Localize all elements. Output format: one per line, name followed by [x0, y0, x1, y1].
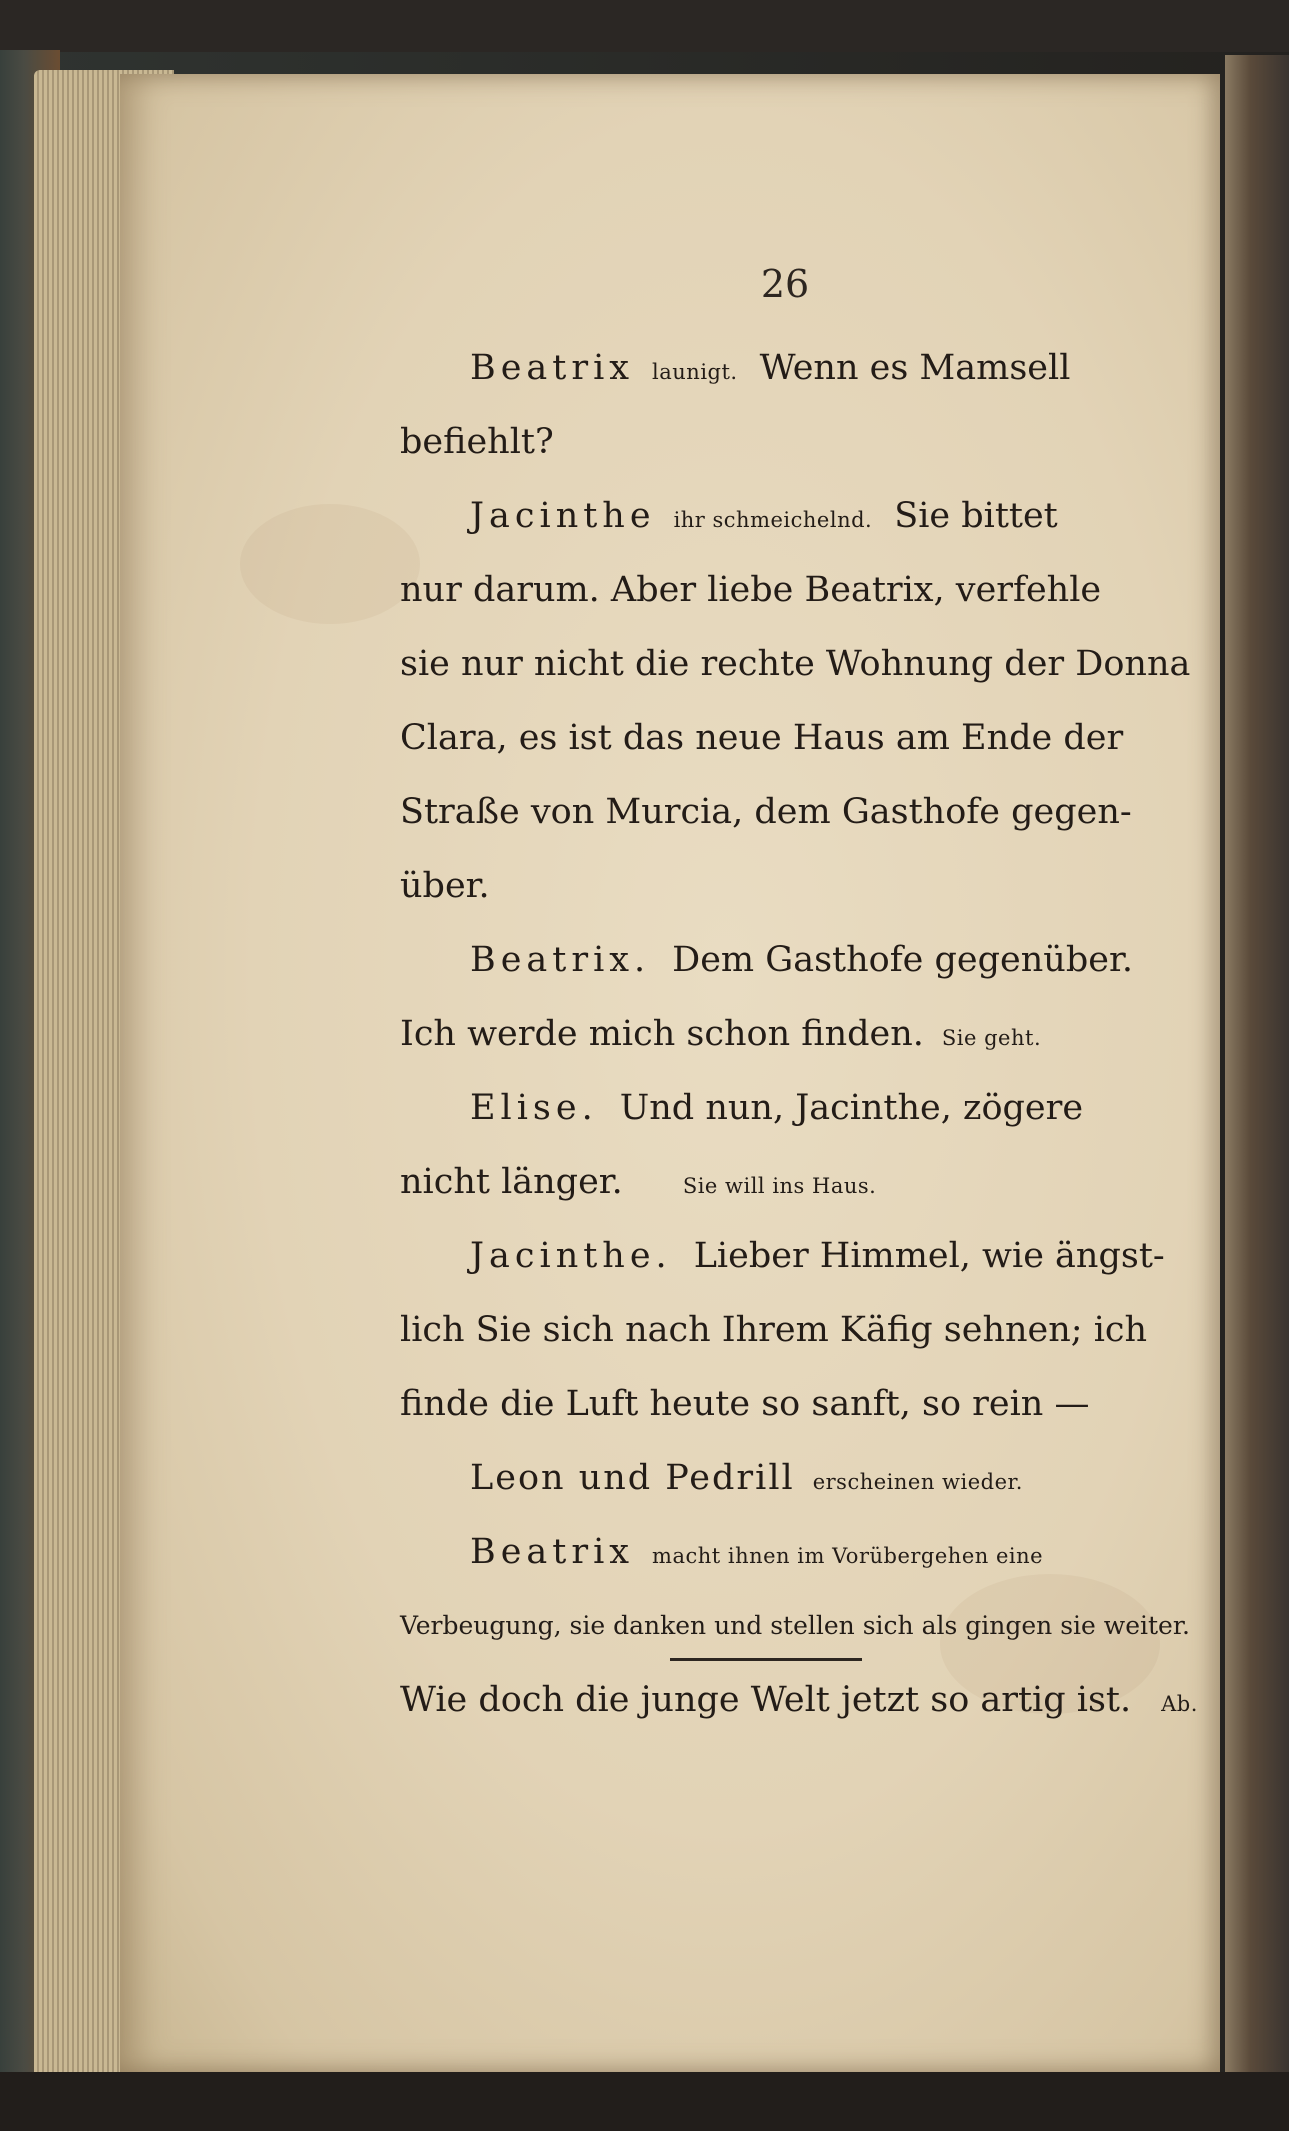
page-number: 26 — [760, 262, 810, 306]
text-line-8 — [400, 863, 1160, 909]
text-line-10 — [400, 1011, 1160, 1061]
text-line-16 — [400, 1455, 1230, 1505]
stage-direction: launigt. — [652, 360, 738, 384]
dialogue-text: Und nun, Jacinthe, zögere — [619, 1088, 1084, 1128]
section-divider — [670, 1658, 862, 1661]
text-line-7 — [400, 789, 1160, 835]
text-line-2 — [400, 419, 1160, 465]
speaker-name: Elise. — [470, 1088, 598, 1128]
dialogue-text: sie nur nicht die rechte Wohnung der Donna — [400, 644, 1191, 684]
text-line-11 — [400, 1085, 1230, 1131]
dialogue-text: nur darum. Aber liebe Beatrix, verfehle — [400, 570, 1102, 610]
text-line-19 — [400, 1677, 1198, 1727]
text-line-14 — [400, 1307, 1160, 1353]
stage-direction: Sie geht. — [941, 1026, 1042, 1050]
stage-direction: ihr schmeichelnd. — [673, 508, 873, 532]
dialogue-text: Lieber Himmel, wie ängst- — [693, 1236, 1165, 1276]
dialogue-text: Clara, es ist das neue Haus am Ende der — [400, 718, 1124, 758]
stage-direction: Sie will ins Haus. — [682, 1174, 877, 1198]
stage-direction: macht ihnen im Vorübergehen eine — [652, 1544, 1044, 1568]
dialogue-text: Wenn es Mamsell — [759, 348, 1071, 388]
dialogue-text: Wie doch die junge Welt jetzt so artig ist. — [400, 1680, 1132, 1720]
dialogue-text: Sie bittet — [894, 496, 1058, 536]
speaker-name: Jacinthe — [470, 496, 656, 536]
text-line-17 — [400, 1529, 1230, 1579]
speaker-name: Jacinthe. — [470, 1236, 672, 1276]
text-line-12 — [400, 1159, 1160, 1209]
speaker-name: Beatrix — [470, 1532, 635, 1572]
stage-direction: Ab. — [1161, 1692, 1198, 1716]
speaker-name: Leon und Pedrill — [470, 1458, 795, 1498]
dialogue-text: befiehlt? — [400, 422, 554, 462]
background-bottom — [0, 2072, 1289, 2131]
text-line-13 — [400, 1233, 1230, 1279]
book-cover-right — [1225, 55, 1289, 2075]
text-line-3 — [400, 493, 1230, 543]
speaker-name: Beatrix. — [470, 940, 651, 980]
dialogue-text: lich Sie sich nach Ihrem Käfig sehnen; ich — [400, 1310, 1148, 1350]
dialogue-text: Dem Gasthofe gegenüber. — [672, 940, 1133, 980]
text-line-9 — [400, 937, 1230, 983]
speaker-name: Beatrix — [470, 348, 635, 388]
dialogue-text: nicht länger. — [400, 1162, 623, 1202]
dialogue-text: finde die Luft heute so sanft, so rein — — [400, 1384, 1090, 1424]
text-line-18 — [400, 1603, 1190, 1649]
text-line-4 — [400, 567, 1160, 613]
paper-stain — [240, 504, 420, 624]
text-line-15 — [400, 1381, 1160, 1427]
background-top — [0, 0, 1289, 52]
text-line-6 — [400, 715, 1160, 761]
stage-direction: Verbeugung, sie danken und stellen sich als gingen sie weiter. — [400, 1611, 1190, 1640]
dialogue-text: über. — [400, 866, 490, 906]
dialogue-text: Ich werde mich schon finden. — [400, 1014, 924, 1054]
text-line-5 — [400, 641, 1191, 687]
stage-direction: erscheinen wieder. — [812, 1470, 1023, 1494]
text-line-1 — [400, 345, 1230, 395]
dialogue-text: Straße von Murcia, dem Gasthofe gegen- — [400, 792, 1132, 832]
